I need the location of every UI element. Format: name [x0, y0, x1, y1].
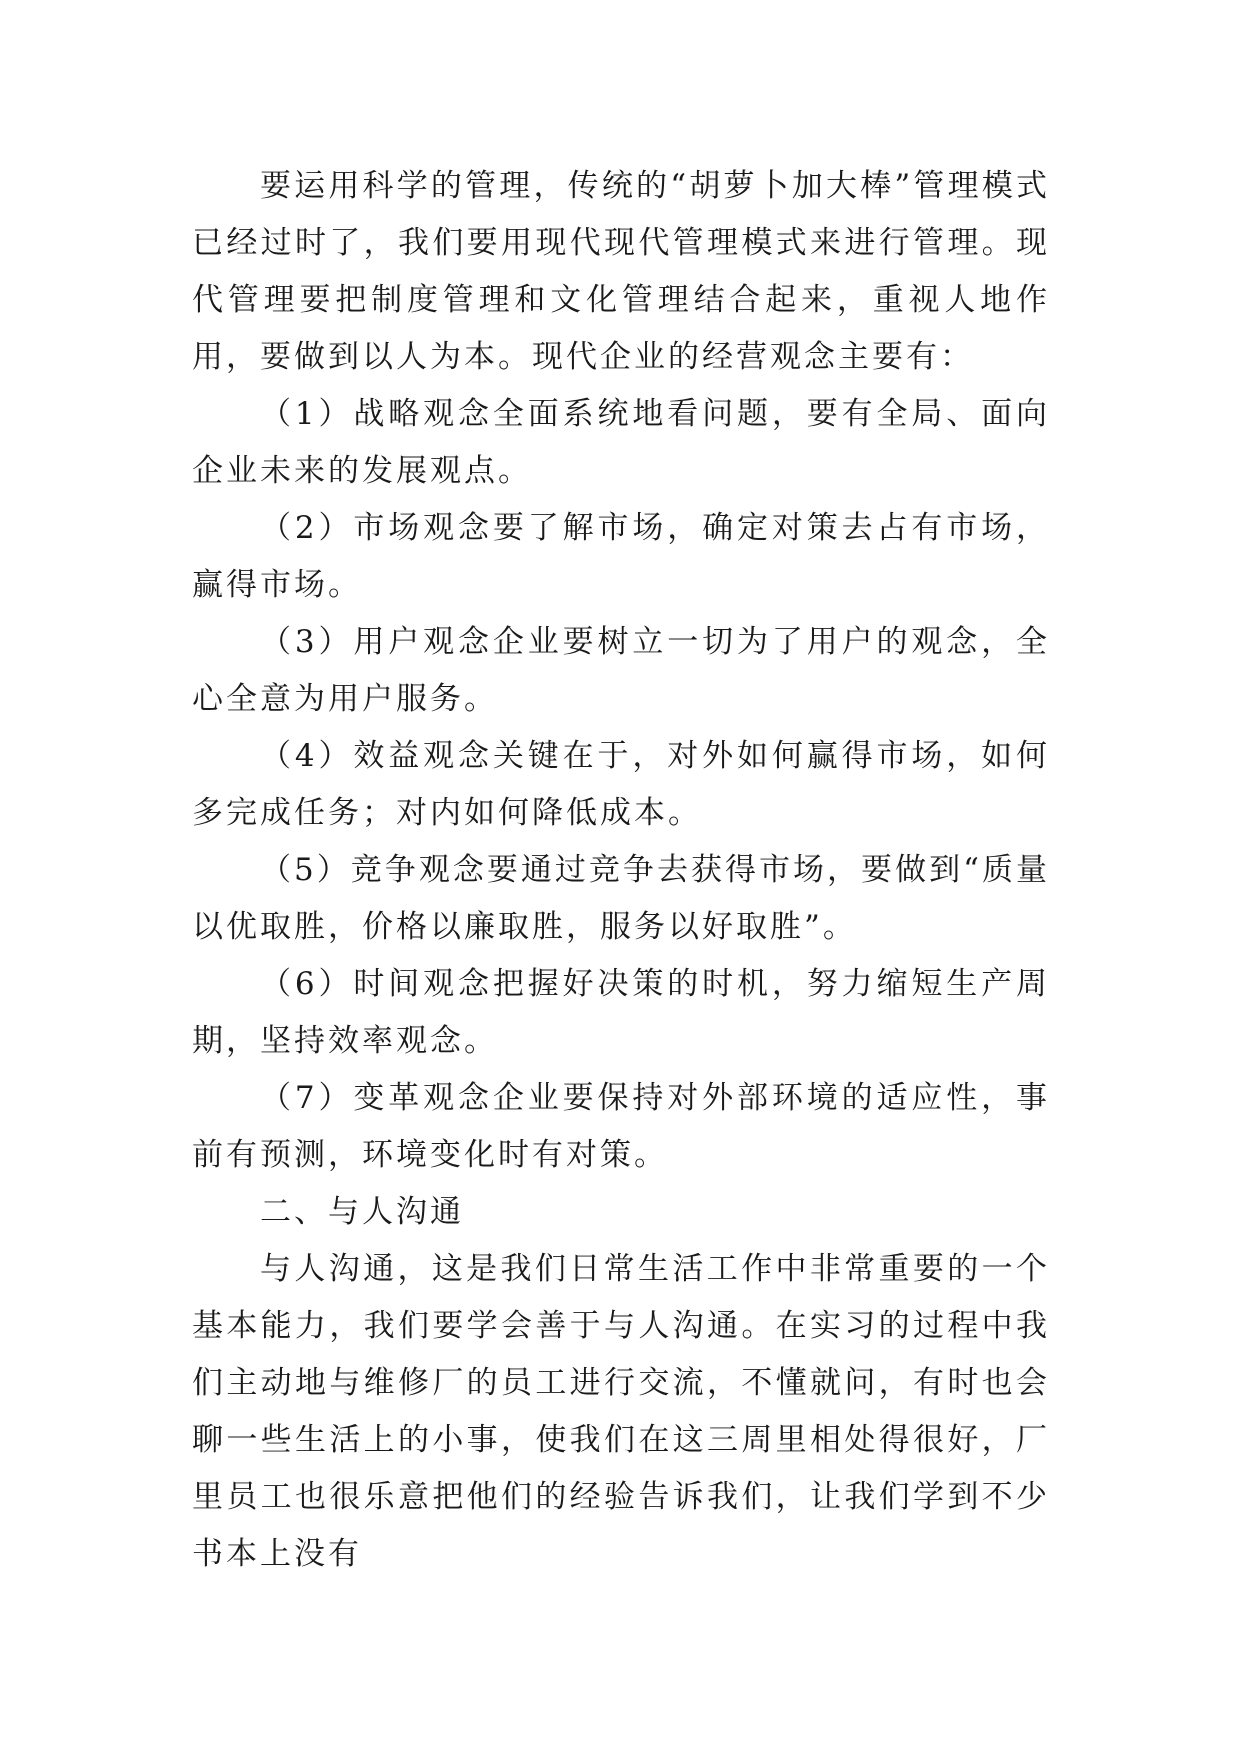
- paragraph-competition-concept: （5）竞争观念要通过竞争去获得市场，要做到“质量以优取胜，价格以廉取胜，服务以好取胜”。: [192, 852, 1050, 945]
- paragraph-change-concept: （7）变革观念企业要保持对外部环境的适应性，事前有预测，环境变化时有对策。: [192, 1080, 1050, 1173]
- paragraph-benefit-concept: （4）效益观念关键在于，对外如何赢得市场，如何多完成任务；对内如何降低成本。: [192, 738, 1050, 831]
- paragraph-market-concept: （2）市场观念要了解市场，确定对策去占有市场，赢得市场。: [192, 510, 1050, 603]
- paragraph-user-concept: （3）用户观念企业要树立一切为了用户的观念，全心全意为用户服务。: [192, 624, 1050, 717]
- paragraph-management-intro: 要运用科学的管理，传统的“胡萝卜加大棒”管理模式已经过时了，我们要用现代现代管理模式来进行管理。现代管理要把制度管理和文化管理结合起来，重视人地作用，要做到以人为本。现代企业的经营观念主要有：: [192, 168, 1050, 375]
- paragraph-strategy-concept: （1）战略观念全面系统地看问题，要有全局、面向企业未来的发展观点。: [192, 396, 1050, 489]
- paragraph-time-concept: （6）时间观念把握好决策的时机，努力缩短生产周期，坚持效率观念。: [192, 966, 1050, 1059]
- section-heading-communication: 二、与人沟通: [260, 1194, 464, 1230]
- document-body: [192, 158, 1050, 1583]
- paragraph-communication: 与人沟通，这是我们日常生活工作中非常重要的一个基本能力，我们要学会善于与人沟通。在实习的过程中我们主动地与维修厂的员工进行交流，不懂就问，有时也会聊一些生活上的小事，使我们在这三周里相处得很好，厂里员工也很乐意把他们的经验告诉我们，让我们学到不少书本上没有: [192, 1251, 1050, 1572]
